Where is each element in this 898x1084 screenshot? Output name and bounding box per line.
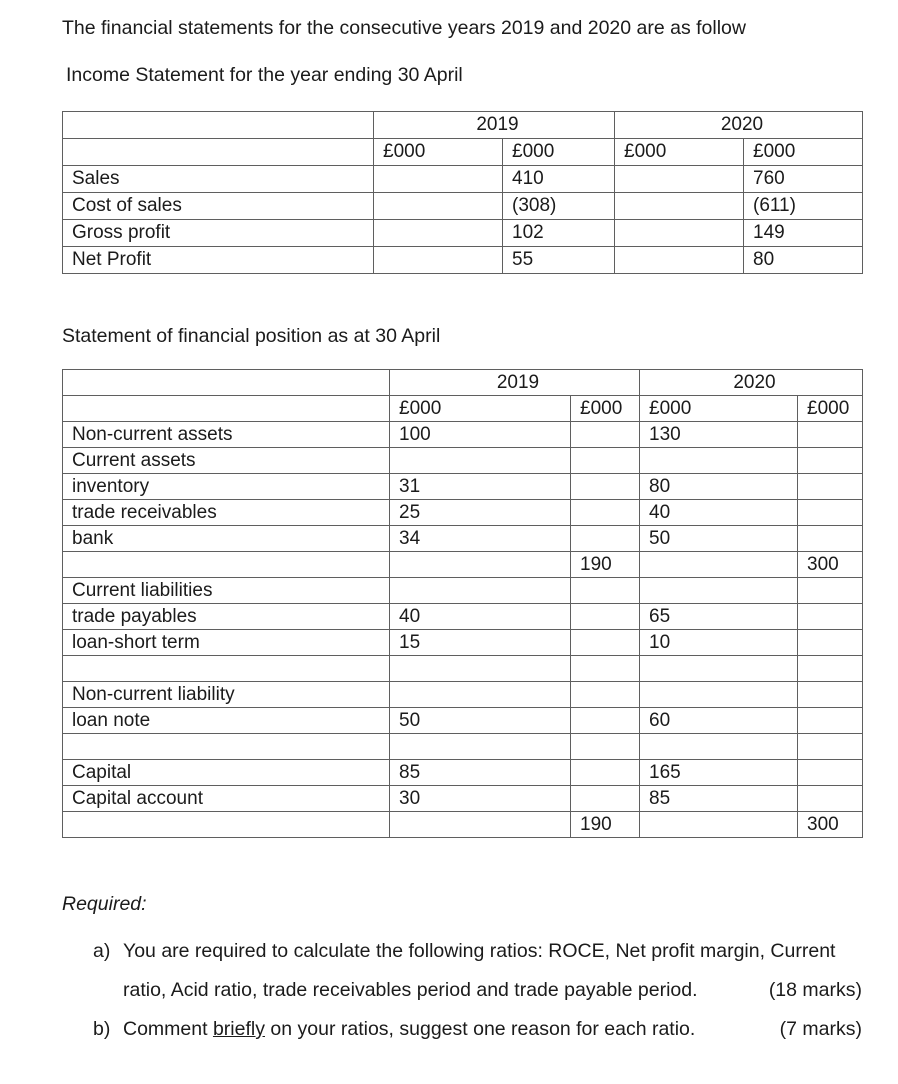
value-cell: 55 (503, 247, 615, 274)
table-row (63, 604, 863, 630)
row-label-cell (63, 734, 390, 760)
table-row (63, 500, 863, 526)
value-cell (571, 734, 640, 760)
spacer-row (63, 656, 863, 682)
value-cell (571, 760, 640, 786)
value-cell (374, 220, 503, 247)
value-cell (640, 682, 798, 708)
value-cell: 165 (640, 760, 798, 786)
table-row (63, 786, 863, 812)
row-label-cell: trade receivables (63, 500, 390, 526)
item-b-underlined-word: briefly (212, 1018, 265, 1040)
table-row (63, 682, 863, 708)
value-cell: 60 (640, 708, 798, 734)
value-cell (571, 604, 640, 630)
value-cell: 40 (640, 500, 798, 526)
value-cell (615, 166, 744, 193)
value-cell (798, 500, 863, 526)
table-row (63, 166, 863, 193)
table-row (63, 422, 863, 448)
value-cell (374, 166, 503, 193)
required-list (93, 938, 862, 1042)
value-cell (390, 578, 571, 604)
row-label-cell: trade payables (63, 604, 390, 630)
value-cell (571, 630, 640, 656)
value-cell (390, 812, 571, 838)
value-cell (640, 734, 798, 760)
year-header-row (63, 370, 863, 396)
income-statement-title: Income Statement for the year ending 30 April (66, 64, 463, 86)
required-label: Required: (62, 893, 147, 915)
table-row (63, 708, 863, 734)
table-row (63, 474, 863, 500)
row-label-cell: Capital (63, 760, 390, 786)
row-label-cell: Cost of sales (63, 193, 374, 220)
item-a-line2 (93, 977, 862, 1003)
row-label-cell: inventory (63, 474, 390, 500)
value-cell: (611) (744, 193, 863, 220)
row-label-cell: Net Profit (63, 247, 374, 274)
item-b-line (93, 1016, 862, 1042)
item-b-marks: (7 marks) (779, 1018, 862, 1040)
year-header-2019: 2019 (374, 112, 615, 139)
value-cell (390, 448, 571, 474)
value-cell (571, 682, 640, 708)
item-a-line1 (93, 938, 862, 964)
item-a-marker: a) (93, 940, 111, 962)
year-header-2020: 2020 (615, 112, 863, 139)
unit-cell: £000 (744, 139, 863, 166)
table-row (63, 760, 863, 786)
value-cell: 760 (744, 166, 863, 193)
value-cell: 300 (798, 812, 863, 838)
value-cell: 50 (640, 526, 798, 552)
value-cell (571, 500, 640, 526)
value-cell: (308) (503, 193, 615, 220)
item-a-text-line2: ratio, Acid ratio, trade receivables period and trade payable period. (123, 979, 698, 1001)
row-label-cell: Non-current assets (63, 422, 390, 448)
value-cell: 102 (503, 220, 615, 247)
value-cell (798, 786, 863, 812)
row-label-cell: Capital account (63, 786, 390, 812)
value-cell (798, 448, 863, 474)
value-cell (571, 448, 640, 474)
value-cell (571, 578, 640, 604)
value-cell (798, 604, 863, 630)
row-label-cell: Current liabilities (63, 578, 390, 604)
value-cell (798, 526, 863, 552)
value-cell (390, 682, 571, 708)
value-cell (374, 193, 503, 220)
units-row (63, 396, 863, 422)
unit-cell: £000 (640, 396, 798, 422)
unit-cell: £000 (503, 139, 615, 166)
value-cell (640, 656, 798, 682)
total-row (63, 812, 863, 838)
table-row (63, 448, 863, 474)
year-header-2019: 2019 (390, 370, 640, 396)
value-cell (798, 760, 863, 786)
value-cell (640, 448, 798, 474)
value-cell: 130 (640, 422, 798, 448)
value-cell: 34 (390, 526, 571, 552)
item-a-text-line1: You are required to calculate the following ratios: ROCE, Net profit margin, Current (123, 940, 836, 962)
intro-text: The financial statements for the consecutive years 2019 and 2020 are as follow (62, 17, 746, 39)
value-cell (798, 656, 863, 682)
value-cell: 85 (640, 786, 798, 812)
year-header-2020: 2020 (640, 370, 863, 396)
table-row (63, 247, 863, 274)
value-cell: 85 (390, 760, 571, 786)
unit-cell: £000 (615, 139, 744, 166)
item-b-text (123, 1016, 695, 1042)
value-cell (390, 552, 571, 578)
row-label-cell: bank (63, 526, 390, 552)
empty-cell (63, 112, 374, 139)
table-row (63, 193, 863, 220)
value-cell (615, 220, 744, 247)
empty-cell (63, 370, 390, 396)
income-statement-table (62, 111, 863, 274)
value-cell (798, 708, 863, 734)
value-cell: 80 (744, 247, 863, 274)
value-cell (798, 682, 863, 708)
subtotal-row (63, 552, 863, 578)
row-label-cell: Sales (63, 166, 374, 193)
value-cell (640, 578, 798, 604)
value-cell (615, 193, 744, 220)
value-cell (571, 422, 640, 448)
row-label-cell: Gross profit (63, 220, 374, 247)
financial-position-table (62, 369, 863, 838)
value-cell (798, 630, 863, 656)
value-cell (390, 656, 571, 682)
row-label-cell: Non-current liability (63, 682, 390, 708)
unit-cell: £000 (374, 139, 503, 166)
row-label-cell: Current assets (63, 448, 390, 474)
units-row (63, 139, 863, 166)
value-cell: 410 (503, 166, 615, 193)
value-cell (571, 526, 640, 552)
table-row (63, 630, 863, 656)
year-header-row (63, 112, 863, 139)
unit-cell: £000 (571, 396, 640, 422)
value-cell (798, 734, 863, 760)
value-cell: 30 (390, 786, 571, 812)
value-cell: 25 (390, 500, 571, 526)
value-cell: 65 (640, 604, 798, 630)
value-cell: 10 (640, 630, 798, 656)
value-cell: 300 (798, 552, 863, 578)
unit-cell: £000 (798, 396, 863, 422)
empty-cell (63, 139, 374, 166)
empty-cell (63, 396, 390, 422)
item-b-text-after: on your ratios, suggest one reason for each ratio. (264, 1018, 696, 1040)
row-label-cell: loan note (63, 708, 390, 734)
value-cell (640, 552, 798, 578)
item-b-marker: b) (93, 1018, 111, 1040)
value-cell (798, 474, 863, 500)
value-cell (390, 734, 571, 760)
value-cell (798, 422, 863, 448)
row-label-cell: loan-short term (63, 630, 390, 656)
value-cell (374, 247, 503, 274)
value-cell (615, 247, 744, 274)
value-cell: 15 (390, 630, 571, 656)
table-row (63, 526, 863, 552)
value-cell (640, 812, 798, 838)
item-b-text-before: Comment (123, 1018, 213, 1040)
value-cell: 190 (571, 552, 640, 578)
value-cell: 40 (390, 604, 571, 630)
value-cell (571, 708, 640, 734)
value-cell (571, 656, 640, 682)
value-cell: 31 (390, 474, 571, 500)
value-cell: 190 (571, 812, 640, 838)
row-label-cell (63, 656, 390, 682)
item-a-marks: (18 marks) (768, 979, 862, 1001)
value-cell (571, 786, 640, 812)
table-row (63, 220, 863, 247)
spacer-row (63, 734, 863, 760)
value-cell (798, 578, 863, 604)
item-a-marker-spacer (93, 977, 123, 1003)
financial-position-title: Statement of financial position as at 30 April (62, 325, 441, 347)
value-cell: 50 (390, 708, 571, 734)
unit-cell: £000 (390, 396, 571, 422)
value-cell: 149 (744, 220, 863, 247)
value-cell (571, 474, 640, 500)
table-row (63, 578, 863, 604)
row-label-cell (63, 812, 390, 838)
row-label-cell (63, 552, 390, 578)
value-cell: 100 (390, 422, 571, 448)
value-cell: 80 (640, 474, 798, 500)
